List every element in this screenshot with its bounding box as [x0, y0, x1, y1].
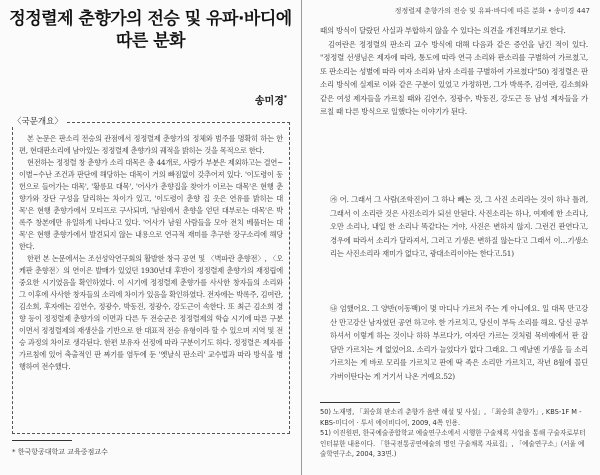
- right-page: [302, 0, 600, 475]
- title-line-2: 따른 분화: [115, 31, 186, 51]
- abstract-paragraph: 본 논문은 판소리 전승의 관점에서 정정렬제 춘향가의 정체와 범주를 명확히 하는 한편, 현대판소리에 남아있는 정정렬제 춘향가의 궤적을 밝히는 것을 목적으로 한다.: [19, 134, 283, 155]
- article-title: [0, 8, 301, 52]
- abstract-text: [19, 133, 283, 373]
- body-paragraph: 김여란은 정정렬의 판소리 교수 방식에 대해 다음과 같은 증언을 남긴 적이 있다. "정정렬 선생님은 제자에 따라, 통도에 따라 연극 소리와 판소리를 구별하여 가르쳤고, 또 판소리는 성별에 따라 여자 소리와 남자 소리를 구별하여 가르쳤다"50) 정정렬은 판소리 방식에 실제로 이와 같은 구분이 있었고 가정하면, 그가 박록주, 김여란, 김소희와 같은 여성 제자들을 가르칠 때와 김연수, 정광수, 박동진, 강도근 등 남성 제자들을 가르칠 때 다른 방식으로 일했다는 이야기가 된다.: [320, 39, 588, 116]
- abstract-paragraph: 현전하는 정정렬 창 춘향가 소리 대목은 총 44개로, 사랑가 부분은 제외하고는 결연~이별~수난 조건과 판단에 해당하는 대목이 거의 빠짐없이 갖추어져 있다. '이도령이 동헌으로 들어가는 대목', '황릉묘 대목', '어사가 춘향집을 찾아가 이르는 대목'은 현행 춘향가와 장단 구성을 달리하는 차이가 있고, '이도령이 춘향 집 옷은 연유를 밝히는 대목'은 현행 춘향가에서 모티프로 구사되며, '남원에서 춘향을 얻던 대부로는 대목'은 박록주 창본에만 유일하게 나타나고 있다. '어사가 남원 사람들을 모아 전치 베풀더는 대목'은 현행 춘향가에서 발견되지 않는 내용으로 연극적 재미를 추구한 장구소리에 해당한다.: [19, 158, 283, 251]
- author-footnote: * 한국항공대학교 교육중점교수: [12, 448, 108, 456]
- body-paragraph: 때의 방식이 달랐던 사실과 부합하지 않을 수 있다는 의견을 개진해보기로 한다.: [320, 26, 566, 35]
- footnote-item: 51) 이진원편, 한국예술종합학교 예술연구소에서 시행한 구술채록 사업을 통해 구술자로부터 인터뷰한 내용이다. 「한국전통공연예술의 명인 구술채록 자료집」, 「예술연구소」(서울 예술학연구소, 2004, 33면.): [320, 429, 586, 458]
- author-name: [255, 92, 287, 107]
- footnote-rule: [12, 440, 72, 441]
- block-quote-2: ㉯ 엄했어요. 그 양반(이동백)이 몇 마디나 가르쳐 주는 게 아니에요. 일 대목 만고강산 만고강산 남자였던 공연 하고야. 한 가르치고, 당신이 부득 소리를 해요. 당신 공부하셔서 이렇게 하는 것이나 하하 부르다가, 여자던 가르는 것처럼 목비예에서 판 잡담만 가르치는 게 없었어요. 소리가 늘었다가 없다 그래요. 그 예날엔 기생을 들 소리 가르치는 게 바로 모리를 가르치고 판에 딱 족은 소리만 가르치고, 작년 8월에 꼴딘 가버이탄다는 게 거기서 나온 거예요.52): [330, 304, 588, 381]
- abstract-label: 〈국문개요〉: [13, 117, 63, 127]
- footnotes: [320, 407, 588, 460]
- footnote-item: 50) 노재명, 「최승희 판소리 춘향가 음반 해설 및 사설」, 「최승희 춘향가」, KBS-1F M - KBS-미디어 · 투서 에이비디어, 2009, 4쪽 인용.: [320, 408, 582, 427]
- author-text: 송미경: [254, 96, 284, 107]
- body-text: [320, 24, 588, 119]
- title-line-1: 정정렬제 춘향가의 전승 및 유파·바디에: [9, 9, 292, 29]
- abstract-box: [12, 117, 290, 434]
- author-footnote-mark: *: [283, 94, 287, 102]
- footnote-rule: [320, 402, 400, 403]
- abstract-paragraph: 한편 본 논문에서는 조선성악연구회의 활발한 창극 공연 및 〈벽파란 춘향전〉, 〈오케판 춘향전〉의 연이은 발매가 있었던 1930년대 후반이 정정렬제 춘향가의 재정립에 중요한 시기였음을 확인하였다. 이 시기에 정정렬제 춘향가를 사사한 창자들의 소리와 그 이후에 사사한 창자들의 소리에 차이가 있음을 확인하였다. 전자에는 박록주, 김여란, 김소희, 후자에는 김연수, 정광수, 박동진, 정광수, 강도근이 속한다. 또 최근 김소희 경향 등이 정정렬제 춘향가의 이면과 다른 두 전승군은 정정렬제의 학습 시기에 따른 구분이면서 정정렬제의 재생산을 기반으로 한 대표적 전승 유형이라 할 수 있으며 지역 및 전승 과정의 차이로 생각된다. 한편 보유자 선정에 따라 구분이기도 하다. 정정렬은 제자를 가르침에 있어 축출적인 판 짜기를 염두에 둔 '옛날식 판소리' 교수법과 따라 방식을 병행하여 전수했다.: [19, 254, 283, 371]
- block-quote-1: ㉮ 어. 그래서 그 사람(조학진)이 그 하나 빼논 것, 그 사진 소리라는 것이 하나 틀려, 그래서 이 소리란 것은 사진소리가 되선 안된다. 사진소리는 하나, 여제에 한 소리나, 오만 소리나, 내일 한 소리나 똑같다는 거야, 사진은 변하지 않지. 그런건 판연다고, 경우에 따라서 소리가 달라져서, 그러고 기생은 변하질 않는다고 그래서 이…기생소리는 사진소리라 재미가 없다고, 광대소리이야는 한다고.51): [330, 195, 588, 258]
- running-head: 정정렬제 춘향가의 전승 및 유파·바디에 따른 분화 • 송미경 447: [394, 7, 590, 15]
